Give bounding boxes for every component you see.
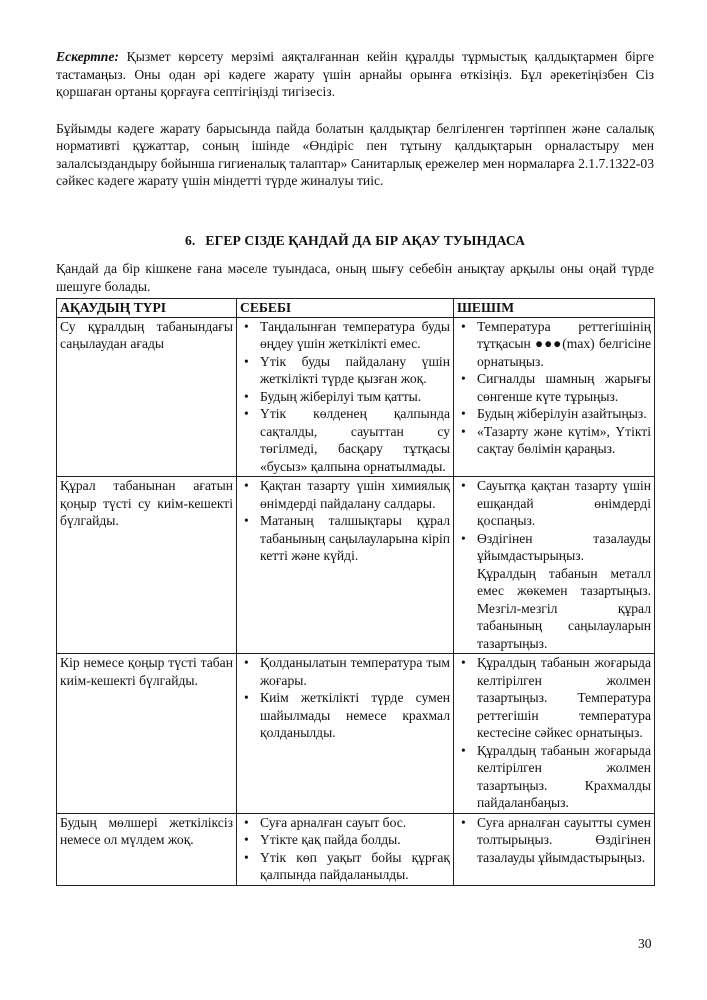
cause-cell: [237, 813, 454, 885]
manual-page: [56, 48, 654, 886]
solution-cell: [454, 654, 655, 814]
cause-cell: [237, 654, 454, 814]
table-row: [57, 317, 655, 477]
cause-item: • Үтікте қақ пайда болды.: [240, 831, 450, 849]
cause-item: • Будың жіберілуі тым қатты.: [240, 388, 450, 406]
note-paragraph: [56, 48, 654, 101]
section-heading: [56, 232, 654, 250]
note-label: Ескертпе:: [56, 49, 119, 64]
solution-item: • Сауытқа қақтан тазарту үшін ешқандай өнімдерді қоспаңыз.: [457, 477, 651, 530]
solution-cell: [454, 813, 655, 885]
cause-item: • Үтік көлденең қалпында сақталды, сауыттан су төгілмеді, басқару тұтқасы «бусыз» қалпына орнатылмады.: [240, 405, 450, 475]
cause-item: • Киім жеткілікті түрде сумен шайылмады немесе крахмал қолданылды.: [240, 689, 450, 742]
problem-cell: Су құралдың табанындағы саңылаудан ағады: [57, 317, 237, 477]
solution-item: • Сигналды шамның жарығы сөнгенше күте тұрыңыз.: [457, 370, 651, 405]
disposal-paragraph: Бұйымды кәдеге жарату барысында пайда болатын қалдықтар белгіленген тәртіппен және салалық нормативті құжаттар, соның ішінде «Өндіріс пен тұтыну қалдықтарын орналастыру мен залалсыздандыру бойынша гигиеналық талаптар» Санитарлық ережелер мен нормаларға 2.1.7.1322-03 сәйкес кәдеге жарату үшін міндетті түрде жиналуы тиіс.: [56, 120, 654, 188]
solution-list: [457, 318, 651, 458]
solution-list: [457, 477, 651, 565]
page-number: 30: [638, 936, 652, 951]
section-title: ЕГЕР СІЗДЕ ҚАНДАЙ ДА БІР АҚАУ ТУЫНДАСА: [205, 232, 525, 248]
solution-continuation: Құралдың табанын металл емес жөкемен тазартыңыз. Мезгіл-мезгіл құрал табанының саңылауларын тазартыңыз.: [477, 565, 651, 651]
header-solution: ШЕШІМ: [454, 299, 655, 318]
solution-item: • Құралдың табанын жоғарыда келтірілген жолмен тазартыңыз. Крахмалды пайдаланбаңыз.: [457, 742, 651, 812]
cause-cell: [237, 477, 454, 654]
problem-cell: Будың мөлшері жеткіліксіз немесе ол мүлдем жоқ.: [57, 813, 237, 885]
section-number: 6.: [185, 232, 196, 248]
solution-cell: [454, 477, 655, 654]
solution-item: • Өздігінен тазалауды ұйымдастырыңыз.: [457, 530, 651, 565]
cause-list: [240, 318, 450, 476]
solution-cell: [454, 317, 655, 477]
solution-item: • Суға арналған сауытты сумен толтырыңыз. Өздігінен тазалауды ұйымдастырыңыз.: [457, 814, 651, 867]
problem-cell: Құрал табанынан ағатын қоңыр түсті су киім-кешекті бүлгайды.: [57, 477, 237, 654]
solution-list: [457, 654, 651, 812]
solution-item: • Будың жіберілуін азайтыңыз.: [457, 405, 651, 423]
cause-item: • Суға арналған сауыт бос.: [240, 814, 450, 832]
troubleshooting-table: [56, 298, 655, 886]
solution-item: • «Тазарту және күтім», Үтікті сақтау бөлімін қараңыз.: [457, 423, 651, 458]
cause-item: • Қақтан тазарту үшін химиялық өнімдерді пайдалану салдары.: [240, 477, 450, 512]
table-row: [57, 813, 655, 885]
cause-item: • Матаның талшықтары құрал табанының саңылауларына кіріп кетті және күйді.: [240, 512, 450, 565]
cause-item: • Үтік көп уақыт бойы құрғақ қалпында пайдаланылды.: [240, 849, 450, 884]
table-row: [57, 654, 655, 814]
cause-list: [240, 814, 450, 884]
cause-list: [240, 654, 450, 742]
problem-cell: Кір немесе қоңыр түсті табан киім-кешекті бүлгайды.: [57, 654, 237, 814]
cause-item: • Үтік буды пайдалану үшін жеткілікті түрде қызған жоқ.: [240, 353, 450, 388]
cause-item: • Қолданылатын температура тым жоғары.: [240, 654, 450, 689]
cause-item: • Таңдалынған температура буды өңдеу үшін жеткілікті емес.: [240, 318, 450, 353]
solution-item: • Температура реттегішінің тұтқасын ●●●(max) белгісіне орнатыңыз.: [457, 318, 651, 371]
cause-cell: [237, 317, 454, 477]
solution-item: • Құралдың табанын жоғарыда келтірілген жолмен тазартыңыз. Температура реттегішін температура кестесіне сәйкес орнатыңыз.: [457, 654, 651, 742]
cause-list: [240, 477, 450, 565]
header-cause: СЕБЕБІ: [237, 299, 454, 318]
solution-list: [457, 814, 651, 867]
note-text: Қызмет көрсету мерзімі аяқталғаннан кейін құралды тұрмыстық қалдықтармен бірге тастамаңыз. Оны одан әрі кәдеге жарату үшін арнайы орынға өткізіңіз. Бұл әрекетіңізбен Сіз қоршаған ортаны қорғауға септігіңізді тигізесіз.: [56, 49, 654, 99]
intro-paragraph: Қандай да бір кішкене ғана мәселе туындаса, оның шығу себебін анықтау арқылы оны оңай түрде шешуге болады.: [56, 261, 654, 294]
table-row: [57, 477, 655, 654]
table-header-row: [57, 299, 655, 318]
header-fault-type: АҚАУДЫҢ ТҮРІ: [57, 299, 237, 318]
